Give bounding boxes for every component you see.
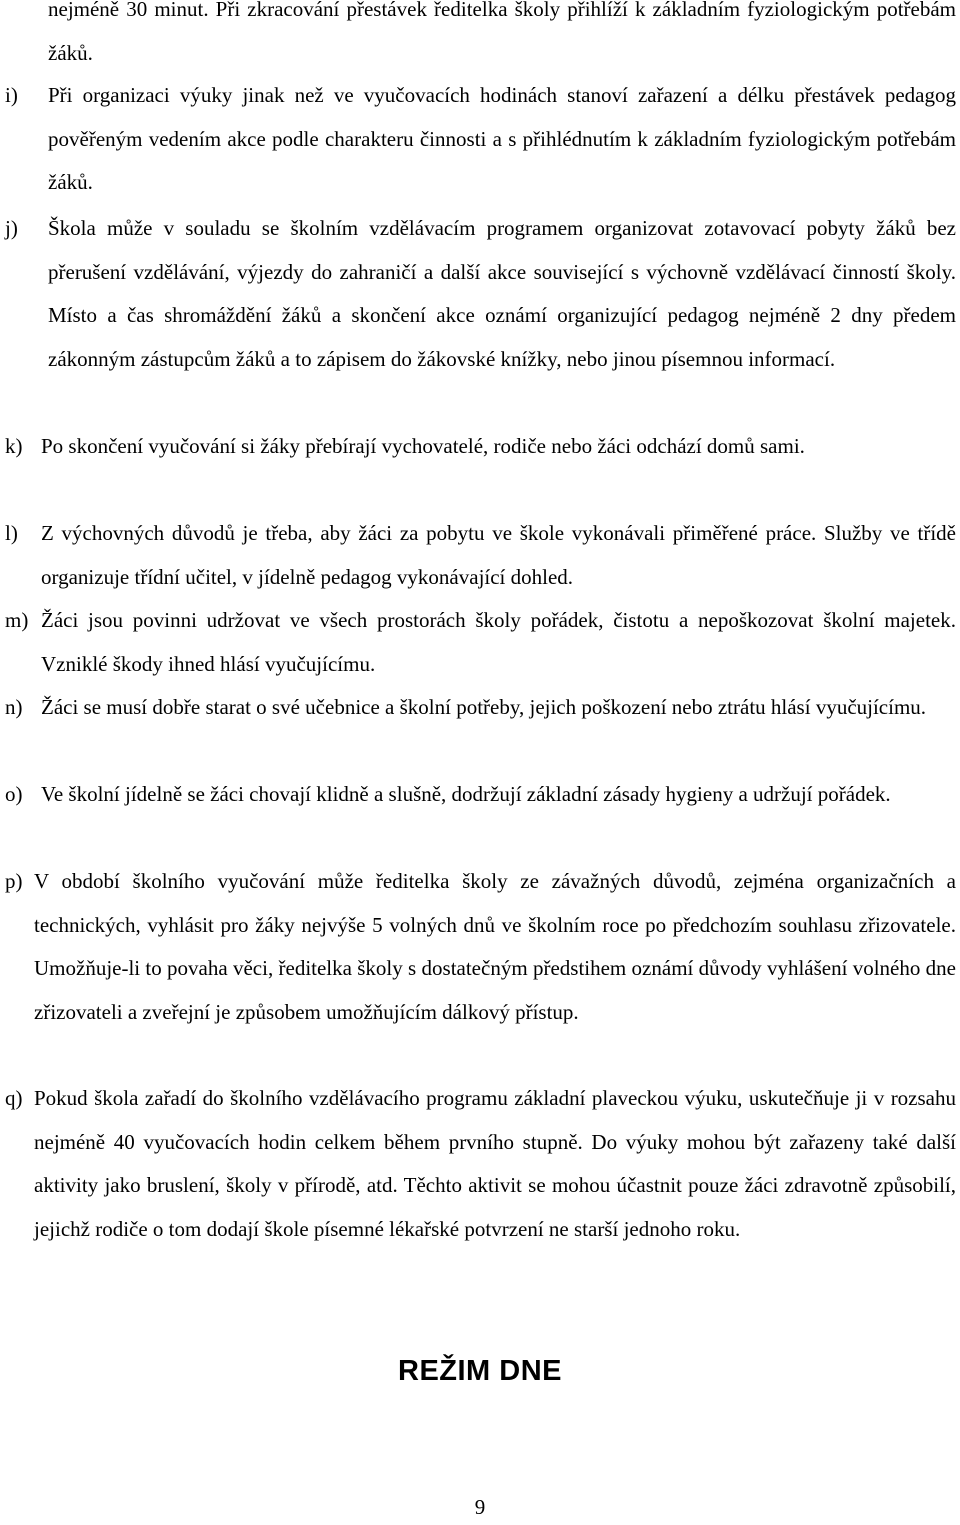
item-text: Z výchovných důvodů je třeba, aby žáci za pobytu ve škole vykonávali přiměřené práce. Služby ve třídě organizuje třídní učitel, v jídelně pedagog vykonávající dohled.	[41, 521, 956, 589]
list-item-p	[5, 860, 956, 1034]
item-label: j)	[5, 216, 18, 240]
page-number: 9	[474, 1495, 486, 1519]
item-text: Při organizaci výuky jinak než ve vyučovacích hodinách stanoví zařazení a délku přestávek pedagog pověřeným vedením akce podle charakteru činnosti a s přihlédnutím k základním fyziologickým potřebám žáků.	[48, 83, 956, 194]
item-text: Ve školní jídelně se žáci chovají klidně a slušně, dodržují základní zásady hygieny a udržují pořádek.	[41, 782, 891, 806]
item-text: Žáci se musí dobře starat o své učebnice a školní potřeby, jejich poškození nebo ztrátu hlásí vyučujícímu.	[41, 695, 927, 719]
list-item-i	[5, 74, 956, 205]
list-item-q	[5, 1077, 956, 1251]
item-label: o)	[5, 782, 23, 806]
item-label: l)	[5, 521, 18, 545]
list-item-m	[5, 599, 956, 686]
item-text: Škola může v souladu se školním vzdělávacím programem organizovat zotavovací pobyty žáků bez přerušení vzdělávání, výjezdy do zahraničí a další akce související s výchovně vzdělávací činností školy. Místo a čas shromáždění žáků a skončení akce oznámí organizující pedagog nejméně 2 dny předem zákonným zástupcům žáků a to zápisem do žákovské knížky, nebo jinou písemnou informací.	[48, 216, 956, 371]
item-label: k)	[5, 434, 23, 458]
item-label: p)	[5, 869, 23, 893]
list-item-j	[5, 207, 956, 381]
list-item-l	[5, 512, 956, 599]
list-item-o	[5, 773, 956, 817]
list-item-k	[5, 425, 956, 469]
item-text: Pokud škola zařadí do školního vzdělávacího programu základní plaveckou výuku, uskutečňuje ji v rozsahu nejméně 40 vyučovacích hodin celkem během prvního stupně. Do výuky mohou být zařazeny také další aktivity jako bruslení, školy v přírodě, atd. Těchto aktivit se mohou účastnit pouze žáci zdravotně způsobilí, jejichž rodiče o tom dodají škole písemné lékařské potvrzení ne starší jednoho roku.	[34, 1086, 956, 1241]
list-item-n	[5, 686, 956, 730]
continuation-paragraph: nejméně 30 minut. Při zkracování přestávek ředitelka školy přihlíží k základním fyziologickým potřebám žáků.	[48, 0, 956, 65]
section-heading: REŽIM DNE	[398, 1355, 562, 1387]
item-label: m)	[5, 608, 29, 632]
item-label: i)	[5, 83, 18, 107]
item-text: Po skončení vyučování si žáky přebírají vychovatelé, rodiče nebo žáci odchází domů sami.	[41, 434, 805, 458]
item-label: n)	[5, 695, 23, 719]
item-text: Žáci jsou povinni udržovat ve všech prostorách školy pořádek, čistotu a nepoškozovat školní majetek. Vzniklé škody ihned hlásí vyučujícímu.	[41, 608, 956, 676]
item-text: V období školního vyučování může ředitelka školy ze závažných důvodů, zejména organizačních a technických, vyhlásit pro žáky nejvýše 5 volných dnů ve školním roce po předchozím souhlasu zřizovatele. Umožňuje-li to povaha věci, ředitelka školy s dostatečným předstihem oznámí důvody vyhlášení volného dne zřizovateli a zveřejní je způsobem umožňujícím dálkový přístup.	[34, 869, 956, 1024]
item-label: q)	[5, 1086, 23, 1110]
